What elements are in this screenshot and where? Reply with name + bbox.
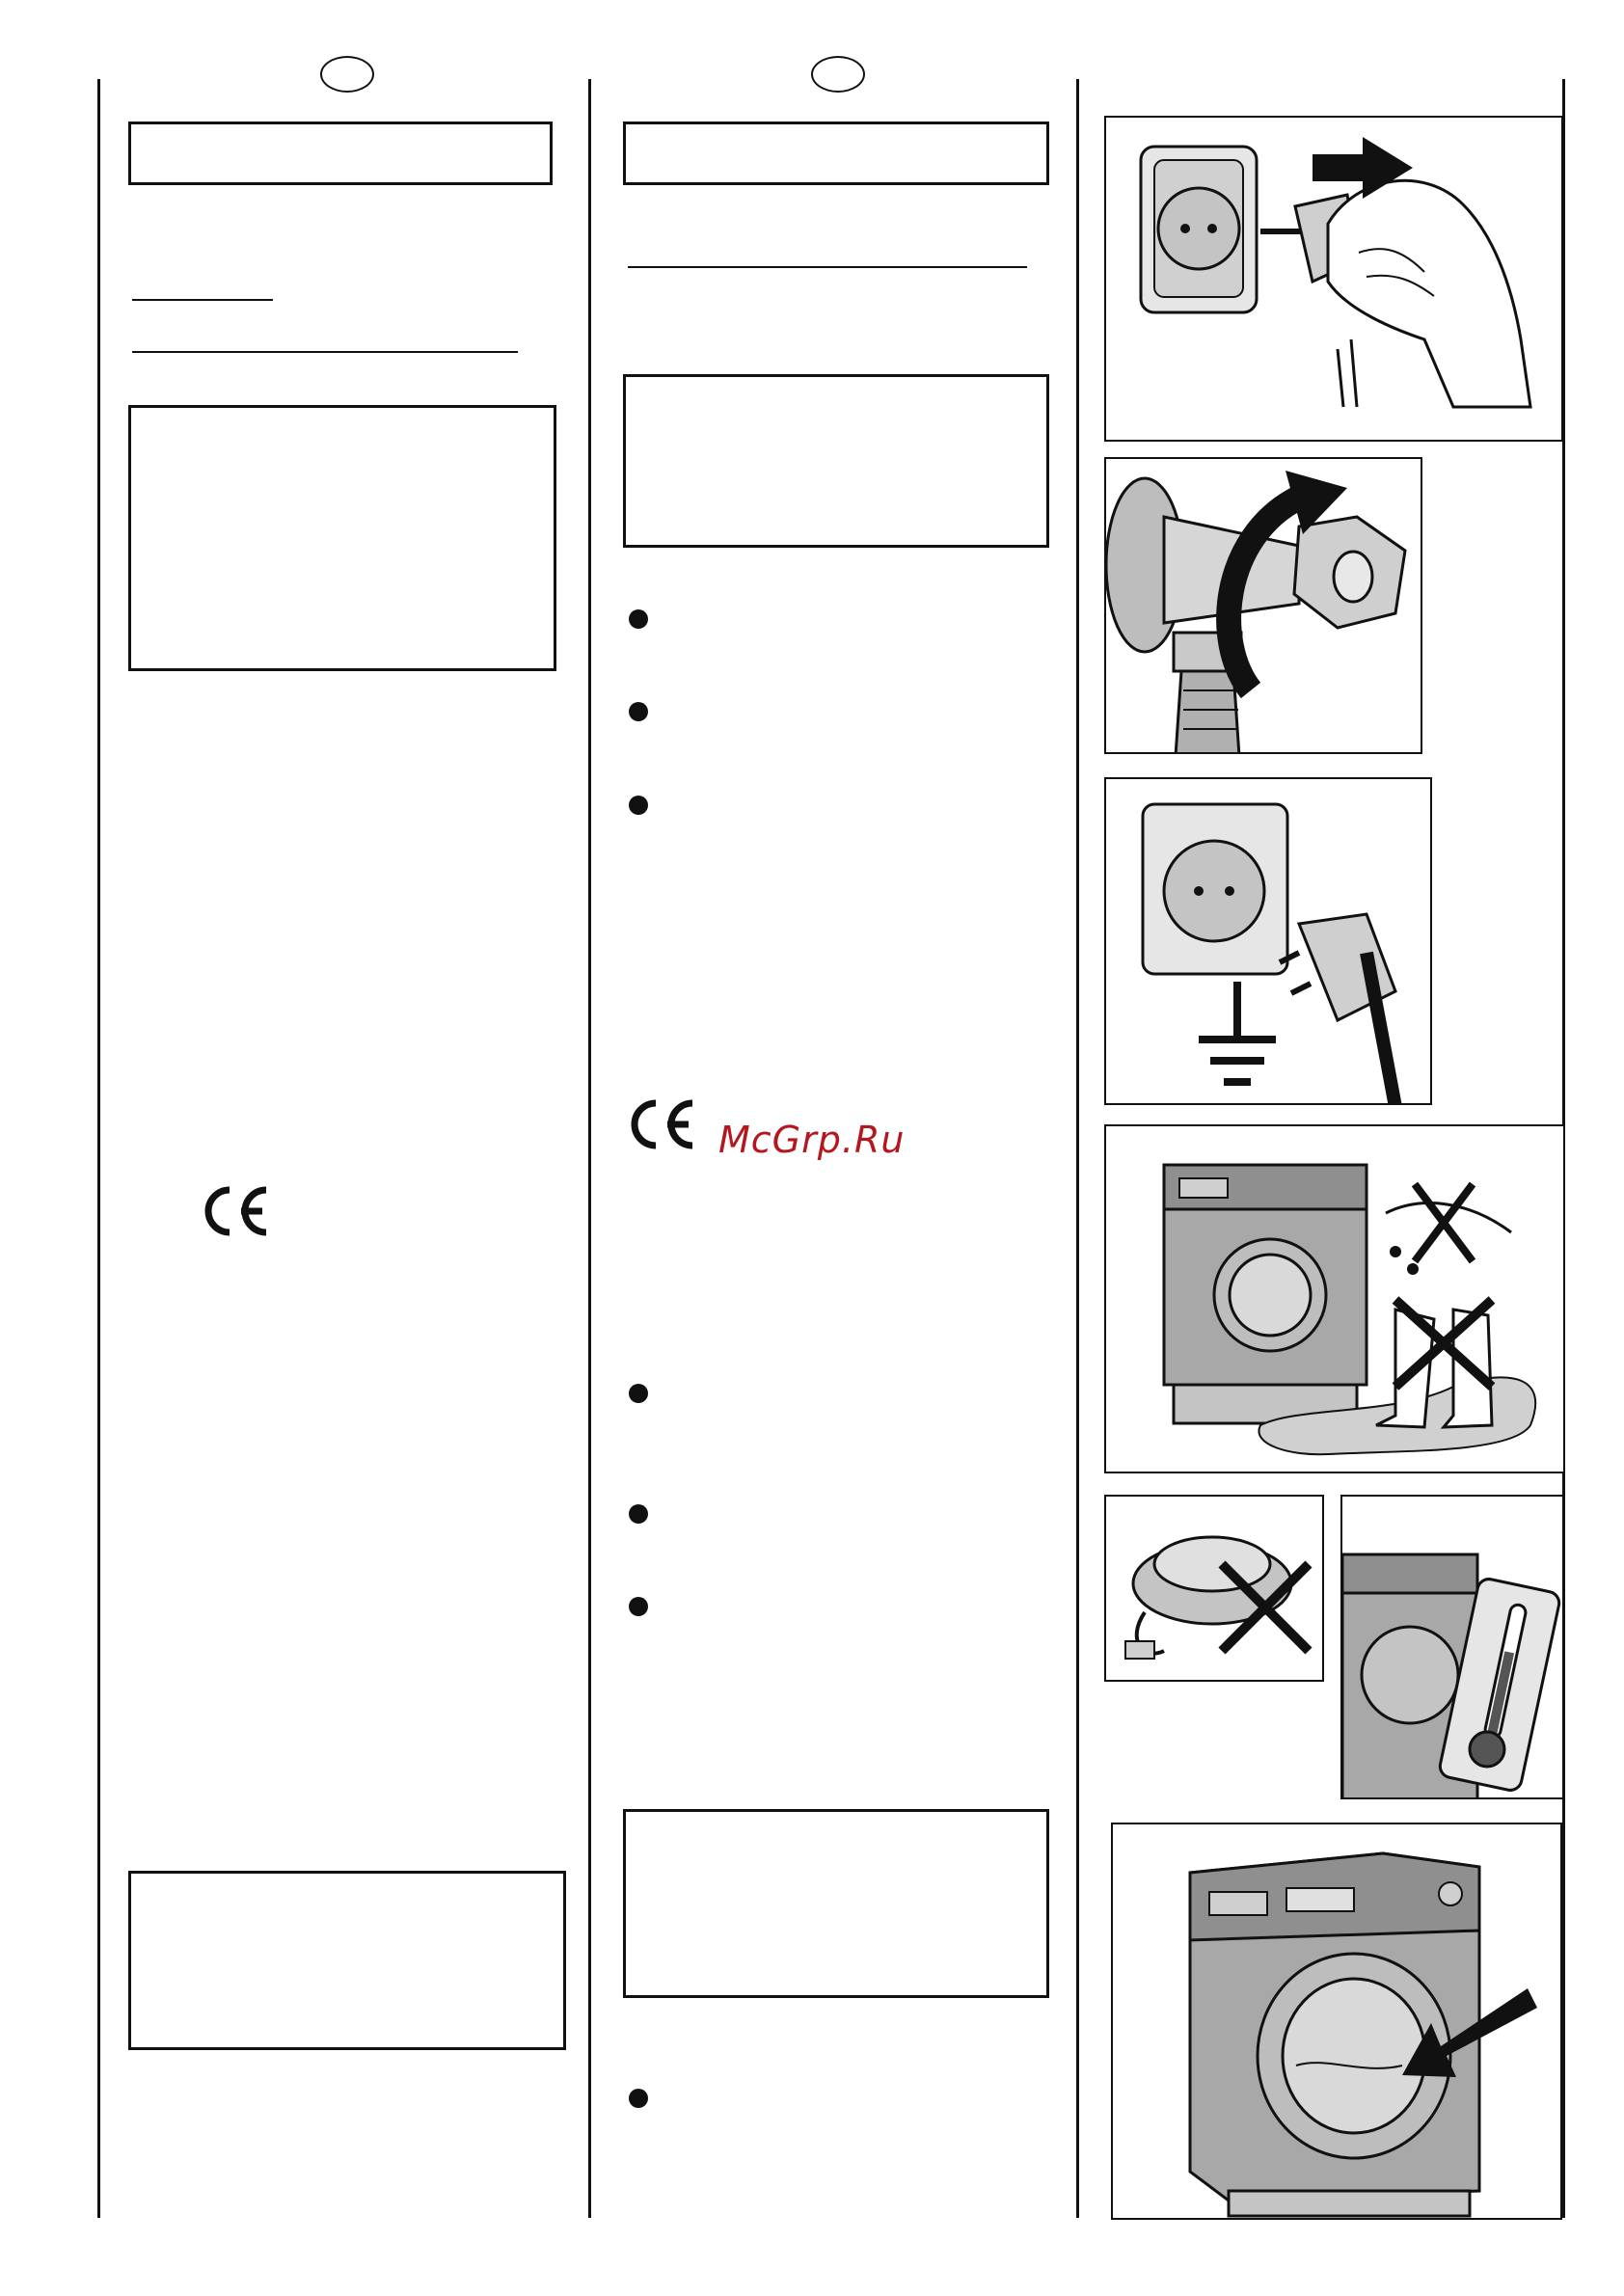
- bullet-icon: [629, 796, 648, 815]
- illustration-no-wet-hands: [1104, 1124, 1565, 1473]
- wall-socket-icon: [1143, 804, 1287, 974]
- column-divider-left: [97, 79, 100, 2218]
- wall-socket-icon: [1141, 147, 1257, 312]
- ce-mark-icon: [625, 1097, 698, 1151]
- underline-middle: [628, 266, 1027, 268]
- ce-mark-e: [667, 1103, 692, 1146]
- hand-icon: [1328, 180, 1530, 407]
- warning-box-left: [128, 405, 556, 671]
- watermark-text: McGrp.Ru: [718, 1119, 906, 1161]
- warning-box-middle-bottom: [623, 1809, 1049, 1998]
- prohibited-cross-icon: [1415, 1184, 1473, 1261]
- bullet-icon: [629, 2089, 648, 2108]
- extension-reel-icon: [1125, 1537, 1291, 1659]
- washing-machine-icon: [1164, 1165, 1367, 1423]
- illustration-temperature-warning: [1340, 1495, 1564, 1799]
- bullet-icon: [629, 1504, 648, 1524]
- illustration-unplug-appliance: [1104, 116, 1563, 442]
- column-divider-middle: [588, 79, 591, 2218]
- earth-ground-icon: [1199, 982, 1276, 1082]
- bullet-icon: [629, 1597, 648, 1616]
- underline-long: [132, 351, 518, 353]
- ce-mark-e: [241, 1190, 266, 1232]
- earthed-plug-icon: [1280, 914, 1395, 1105]
- section-heading-box-middle: [623, 122, 1049, 185]
- column-divider-right: [1076, 79, 1079, 2218]
- bullet-icon: [629, 702, 648, 721]
- note-box-left-bottom: [128, 1871, 566, 2050]
- underline-short: [132, 299, 273, 301]
- warning-box-middle: [623, 374, 1049, 548]
- bullet-icon: [629, 609, 648, 629]
- language-oval-left: [320, 56, 374, 93]
- illustration-close-water-tap: [1104, 457, 1422, 754]
- ce-mark-c: [208, 1190, 230, 1232]
- illustration-earthed-socket: [1104, 777, 1432, 1105]
- illustration-no-extension-reel: [1104, 1495, 1324, 1682]
- section-heading-box-left: [128, 122, 553, 185]
- illustration-door-warning: [1111, 1823, 1562, 2220]
- ce-mark-icon: [199, 1184, 272, 1238]
- ce-mark-c: [635, 1103, 656, 1146]
- bullet-icon: [629, 1384, 648, 1403]
- language-oval-middle: [811, 56, 865, 93]
